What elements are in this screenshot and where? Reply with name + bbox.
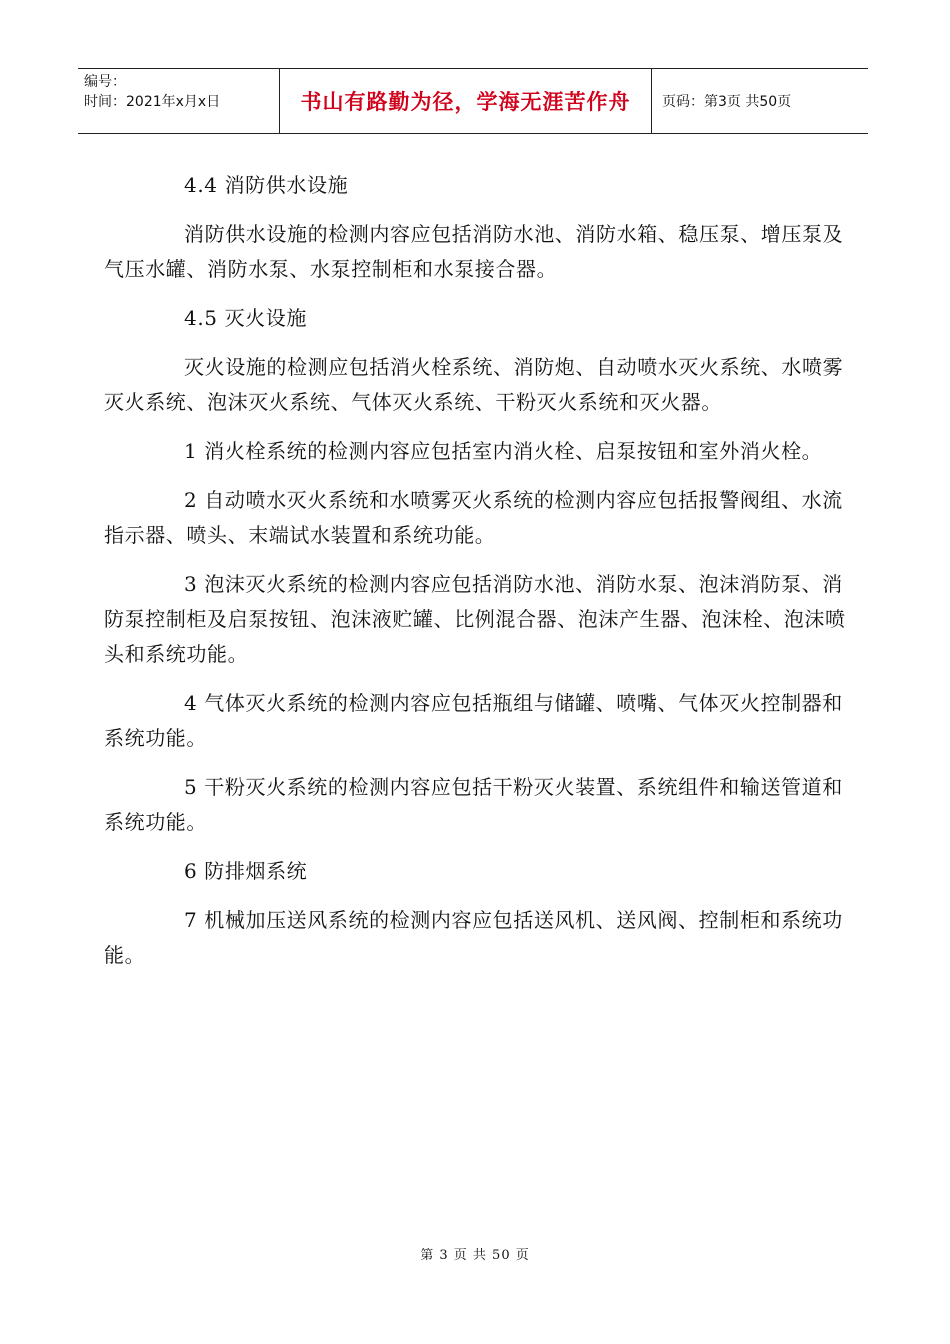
paragraph: 消防供水设施的检测内容应包括消防水池、消防水箱、稳压泵、增压泵及气压水罐、消防水泵、水泵控制柜和水泵接合器。 (104, 222, 844, 281)
list-item: 6 防排烟系统 (184, 859, 308, 883)
section-heading: 4.5 灭火设施 (184, 306, 307, 330)
header-page-info: 页码：第3页 共50页 (662, 94, 792, 110)
header-motto: 书山有路勤为径，学海无涯苦作舟 (280, 69, 652, 133)
list-item: 4 气体灭火系统的检测内容应包括瓶组与储罐、喷嘴、气体灭火控制器和系统功能。 (104, 691, 843, 750)
paragraph: 灭火设施的检测应包括消火栓系统、消防炮、自动喷水灭火系统、水喷雾灭火系统、泡沫灭火系统、气体灭火系统、干粉灭火系统和灭火器。 (104, 355, 844, 414)
time-label: 时间：2021年x月x日 (84, 94, 221, 110)
section-heading: 4.4 消防供水设施 (184, 173, 349, 197)
list-item: 1 消火栓系统的检测内容应包括室内消火栓、启泵按钮和室外消火栓。 (184, 439, 823, 463)
list-item: 2 自动喷水灭火系统和水喷雾灭火系统的检测内容应包括报警阀组、水流指示器、喷头、末端试水装置和系统功能。 (104, 488, 843, 547)
page-footer: 第 3 页 共 50 页 (420, 1248, 530, 1263)
list-item: 5 干粉灭火系统的检测内容应包括干粉灭火装置、系统组件和输送管道和系统功能。 (104, 775, 843, 834)
header-meta-cell (78, 69, 280, 133)
number-label: 编号： (84, 74, 126, 90)
list-item: 3 泡沫灭火系统的检测内容应包括消防水池、消防水泵、泡沫消防泵、消防泵控制柜及启泵按钮、泡沫液贮罐、比例混合器、泡沫产生器、泡沫栓、泡沫喷头和系统功能。 (104, 572, 846, 666)
document-header (78, 68, 868, 134)
document-body (104, 168, 854, 987)
list-item: 7 机械加压送风系统的检测内容应包括送风机、送风阀、控制柜和系统功能。 (104, 908, 843, 967)
